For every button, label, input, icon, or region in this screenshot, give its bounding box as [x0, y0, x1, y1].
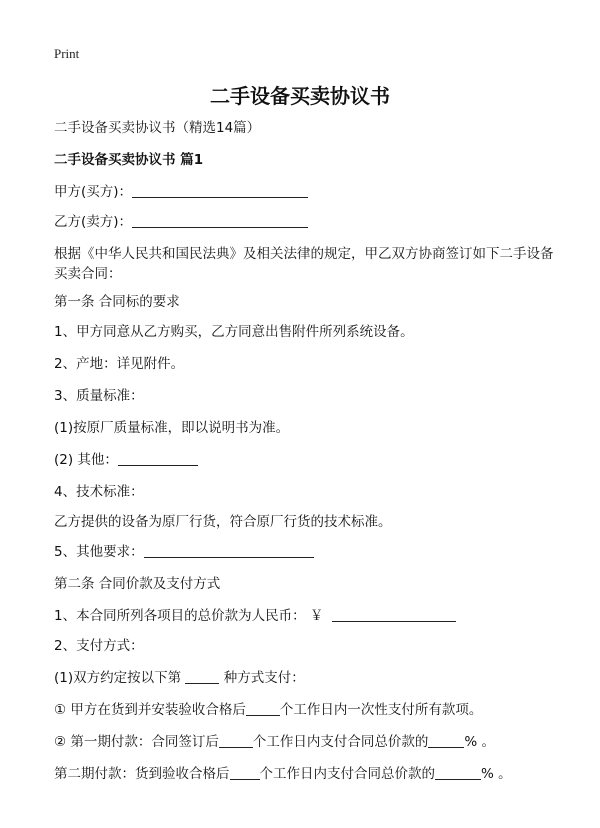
payment-2-1-blank — [185, 669, 219, 684]
payment-2: 2、支付方式： — [54, 638, 144, 654]
item-3-1: (1)按原厂质量标准，即以说明书为准。 — [54, 420, 290, 436]
option-3-line — [54, 764, 512, 784]
party-a-label: 甲方(买方)： — [54, 184, 133, 200]
option-3-blank-days — [230, 765, 260, 780]
section-heading: 二手设备买卖协议书 篇1 — [54, 152, 204, 168]
article-2-heading: 第二条 合同价款及支付方式 — [54, 576, 221, 592]
option-1-blank — [246, 701, 280, 716]
option-1-label-a: ① 甲方在货到并安装验收合格后 — [54, 702, 246, 718]
option-3-label-c: % 。 — [481, 766, 512, 782]
party-b-line — [54, 212, 308, 232]
party-a-line — [54, 182, 308, 202]
option-3-blank-percent — [435, 765, 481, 780]
payment-1-line — [54, 606, 456, 626]
party-b-blank — [132, 213, 308, 228]
payment-2-1-label-b: 种方式支付： — [223, 670, 305, 686]
payment-2-1-label-a: (1)双方约定按以下第 — [54, 670, 182, 686]
option-2-label-a: ② 第一期付款：合同签订后 — [54, 734, 219, 750]
option-2-label-c: % 。 — [464, 734, 496, 750]
intro-paragraph: 根据《中华人民共和国民法典》及相关法律的规定，甲乙双方协商签订如下二手设备买卖合同： — [54, 246, 554, 282]
item-5-blank — [144, 543, 314, 558]
party-a-blank — [132, 183, 308, 198]
item-4-text: 乙方提供的设备为原厂行货，符合原厂行货的技术标准。 — [54, 514, 392, 530]
item-5-label: 5、其他要求： — [54, 544, 144, 560]
item-1: 1、甲方同意从乙方购买，乙方同意出售附件所列系统设备。 — [54, 324, 414, 340]
option-3-label-a: 第二期付款：货到验收合格后 — [54, 766, 230, 782]
option-3-label-b: 个工作日内支付合同总价款的 — [259, 766, 435, 782]
item-3-2-line — [54, 450, 198, 470]
option-1-label-b: 个工作日内一次性支付所有款项。 — [279, 702, 483, 718]
payment-1-blank — [332, 607, 456, 622]
item-3-2-label: (2) 其他： — [54, 452, 118, 468]
item-2: 2、产地：详见附件。 — [54, 356, 185, 372]
document-title: 二手设备买卖协议书 — [210, 84, 390, 108]
item-4: 4、技术标准： — [54, 484, 144, 500]
option-2-blank-percent — [428, 733, 464, 748]
item-5-line — [54, 542, 314, 562]
party-b-label: 乙方(卖方)： — [54, 214, 133, 230]
option-2-blank-days — [219, 733, 253, 748]
article-1-heading: 第一条 合同标的要求 — [54, 294, 180, 310]
option-2-line — [54, 732, 495, 752]
payment-1-label: 1、本合同所列各项目的总价款为人民币： ￥ — [54, 608, 324, 624]
item-3-2-blank — [118, 451, 198, 466]
item-3: 3、质量标准： — [54, 388, 144, 404]
print-link[interactable]: Print — [54, 46, 80, 61]
document-subtitle: 二手设备买卖协议书（精选14篇） — [54, 120, 261, 136]
option-2-label-b: 个工作日内支付合同总价款的 — [252, 734, 429, 750]
option-1-line — [54, 700, 482, 720]
payment-2-1-line — [54, 668, 305, 688]
